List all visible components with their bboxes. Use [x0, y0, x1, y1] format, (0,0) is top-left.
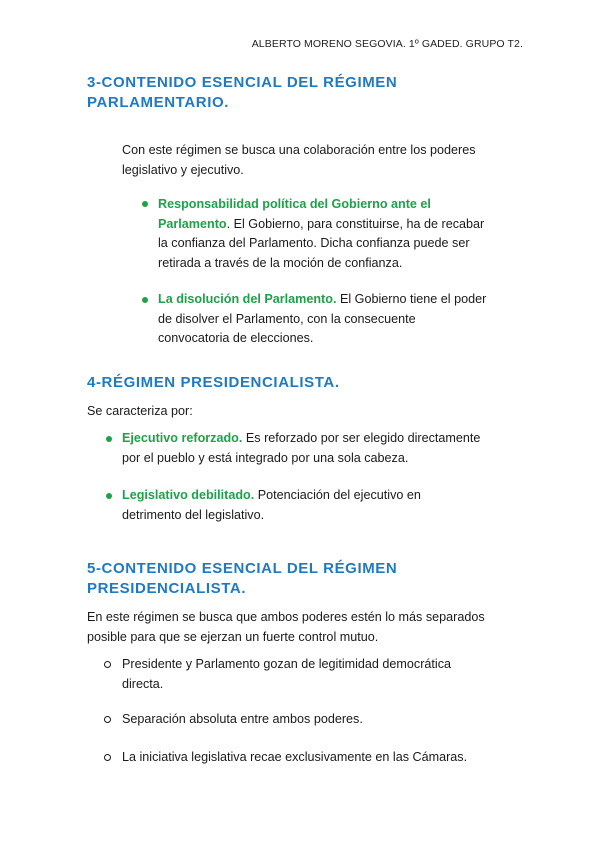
section-4-heading-line-1: 4-RÉGIMEN PRESIDENCIALISTA.: [87, 374, 340, 391]
section-5-bullet-1: [122, 655, 451, 694]
section-3-bullet-2: [158, 290, 486, 349]
bullet-dot-icon: [106, 436, 112, 442]
section-4-intro: [87, 402, 193, 422]
bullet-bold-text: Responsabilidad política del Gobierno ante el: [158, 197, 431, 211]
section-3-heading-line-1: 3-CONTENIDO ESENCIAL DEL RÉGIMEN: [87, 74, 398, 91]
section-4-heading: [87, 373, 340, 393]
bullet-dot-icon: [106, 493, 112, 499]
section-3-intro: [122, 141, 476, 180]
section-4-intro-line-1: Se caracteriza por:: [87, 404, 193, 418]
bullet-line: por el pueblo y está integrado por una sola cabeza.: [122, 450, 409, 465]
section-5-heading-line-2: PRESIDENCIALISTA.: [87, 580, 247, 597]
section-5-heading-line-1: 5-CONTENIDO ESENCIAL DEL RÉGIMEN: [87, 560, 398, 577]
section-4-bullet-2: [122, 486, 421, 525]
bullet-line: [122, 486, 421, 506]
section-3-intro-line-2: legislativo y ejecutivo.: [122, 162, 244, 177]
bullet-line: detrimento del legislativo.: [122, 507, 265, 522]
bullet-line: directa.: [122, 676, 164, 691]
bullet-bold-text: Parlamento: [158, 216, 227, 231]
bullet-line: la confianza del Parlamento. Dicha confianza puede ser: [158, 236, 470, 250]
bullet-line: Presidente y Parlamento gozan de legitimidad democrática: [122, 657, 452, 671]
bullet-bold-text: La disolución del Parlamento.: [158, 292, 337, 306]
section-3-bullet-1: [158, 195, 484, 273]
bullet-line: [122, 429, 480, 449]
bullet-line: La iniciativa legislativa recae exclusivamente en las Cámaras.: [122, 750, 468, 764]
page-header: ALBERTO MORENO SEGOVIA. 1º GADED. GRUPO T2.: [251, 38, 523, 50]
bullet-dot-icon: [142, 297, 148, 303]
bullet-circle-icon: [104, 716, 111, 723]
bullet-circle-icon: [104, 754, 111, 761]
bullet-text: . El Gobierno, para constituirse, ha de recabar: [226, 216, 485, 231]
section-4-bullet-1: [122, 429, 480, 468]
bullet-line: convocatoria de elecciones.: [158, 331, 314, 345]
section-3-intro-line-1: Con este régimen se busca una colaboración entre los poderes: [122, 143, 476, 157]
section-3-heading: [87, 73, 397, 113]
section-5-intro-line-2: posible para que se ejerzan un fuerte control mutuo.: [87, 629, 379, 644]
bullet-line: de disolver el Parlamento, con la consecuente: [158, 311, 416, 326]
section-5-heading: [87, 559, 397, 599]
section-5-bullet-3: [122, 748, 467, 768]
bullet-text: El Gobierno tiene el poder: [336, 292, 487, 306]
bullet-bold-text: Legislativo debilitado.: [122, 488, 255, 502]
section-5-bullet-2: [122, 710, 363, 730]
bullet-line: Separación absoluta entre ambos poderes.: [122, 712, 363, 726]
bullet-circle-icon: [104, 661, 111, 668]
bullet-line: [158, 215, 484, 235]
section-5-intro-line-1: En este régimen se busca que ambos poderes estén lo más separados: [87, 610, 485, 624]
bullet-text: Es reforzado por ser elegido directamente: [242, 431, 481, 445]
bullet-text: Potenciación del ejecutivo en: [254, 488, 421, 502]
section-5-intro: [87, 608, 485, 647]
bullet-line: retirada a través de la moción de confianza.: [158, 255, 403, 270]
bullet-line: [158, 290, 486, 310]
section-3-heading-line-2: PARLAMENTARIO.: [87, 94, 230, 111]
bullet-dot-icon: [142, 201, 148, 207]
bullet-bold-text: Ejecutivo reforzado.: [122, 431, 243, 445]
